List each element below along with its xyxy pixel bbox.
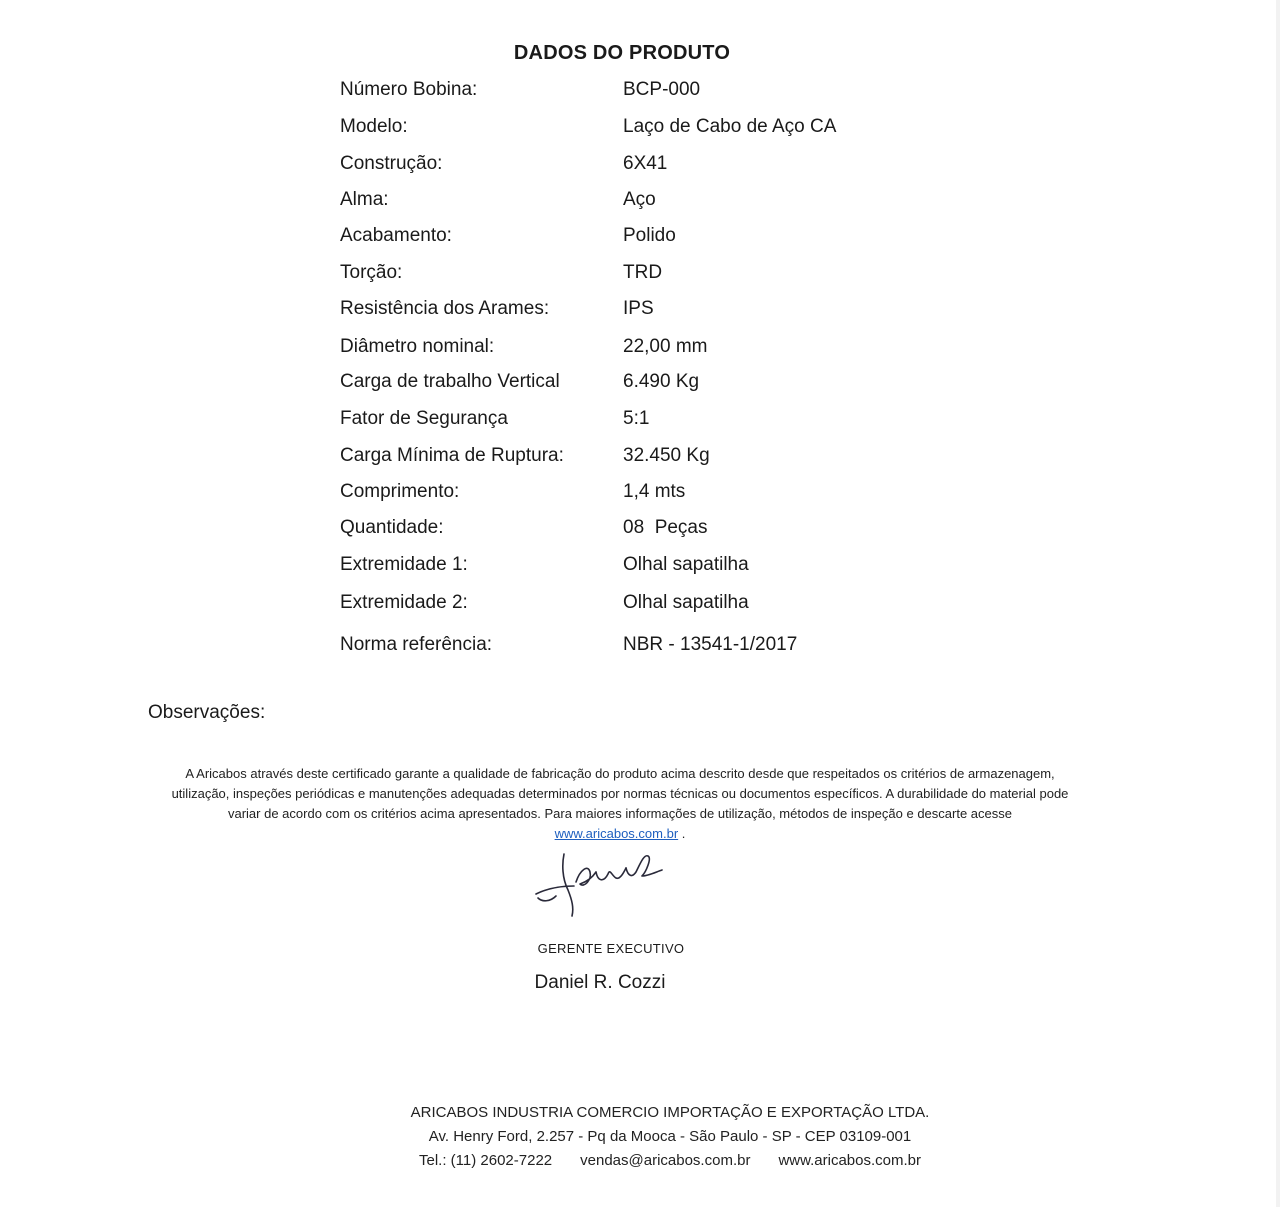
disclaimer-link-line: [140, 824, 1100, 844]
spec-label: Carga de trabalho Vertical: [340, 371, 560, 392]
page-edge: [1276, 0, 1280, 1207]
disclaimer-line: variar de acordo com os critérios acima apresentados. Para maiores informações de utilização, métodos de inspeção e descarte acesse: [227, 806, 1012, 821]
spec-label: Torção:: [340, 262, 403, 283]
spec-label: Diâmetro nominal:: [340, 336, 495, 357]
spec-value: 6.490 Kg: [623, 371, 700, 392]
spec-label: Número Bobina:: [340, 79, 478, 100]
spec-row-comprimento: [340, 474, 940, 510]
spec-row-quantidade: [340, 510, 940, 546]
spec-label: Resistência dos Arames:: [340, 298, 550, 319]
spec-row-resistencia-arames: [340, 291, 940, 327]
spec-label: Quantidade:: [340, 517, 444, 538]
spec-row-carga-trabalho: [340, 364, 940, 400]
spec-label: Acabamento:: [340, 225, 452, 246]
spec-label: Extremidade 2:: [340, 592, 468, 613]
spec-value: Polido: [623, 225, 676, 246]
spec-value: 08 Peças: [623, 517, 708, 538]
footer-email[interactable]: vendas@aricabos.com.br: [580, 1152, 751, 1169]
page-title: DADOS DO PRODUTO: [513, 42, 731, 64]
spec-label: Carga Mínima de Ruptura:: [340, 445, 564, 466]
spec-value: NBR - 13541-1/2017: [623, 634, 798, 655]
spec-row-extremidade-2: [340, 585, 940, 621]
spec-value: IPS: [623, 298, 654, 319]
spec-value: Olhal sapatilha: [623, 592, 749, 613]
spec-row-acabamento: [340, 218, 940, 254]
spec-row-numero-bobina: [340, 72, 940, 108]
spec-value: Laço de Cabo de Aço CA: [623, 116, 837, 137]
spec-value: Olhal sapatilha: [623, 554, 749, 575]
spec-row-diametro-nominal: [340, 329, 940, 365]
spec-row-alma: [340, 182, 940, 218]
spec-value: 5:1: [623, 408, 650, 429]
spec-label: Extremidade 1:: [340, 554, 468, 575]
spec-label: Norma referência:: [340, 634, 493, 655]
disclaimer-line: utilização, inspeções periódicas e manutenções adequadas determinados por normas técnicas ou documentos específicos. A durabilidade do material pode: [171, 786, 1069, 801]
footer-address: Av. Henry Ford, 2.257 - Pq da Mooca - São Paulo - SP - CEP 03109-001: [428, 1128, 912, 1145]
spec-value: 6X41: [623, 153, 668, 174]
spec-value: 22,00 mm: [623, 336, 708, 357]
disclaimer-text: [140, 764, 1100, 844]
spec-row-fator-seguranca: [340, 401, 940, 437]
spec-label: Modelo:: [340, 116, 408, 137]
footer-company: ARICABOS INDUSTRIA COMERCIO IMPORTAÇÃO E EXPORTAÇÃO LTDA.: [410, 1104, 930, 1121]
spec-value: Aço: [623, 189, 656, 210]
observations-label: Observações:: [148, 702, 266, 723]
website-link[interactable]: www.aricabos.com.br: [554, 826, 679, 841]
spec-label: Fator de Segurança: [340, 408, 508, 429]
signatory-role: GERENTE EXECUTIVO: [537, 941, 685, 956]
company-footer: [0, 1101, 1280, 1173]
spec-label: Construção:: [340, 153, 443, 174]
spec-label: Alma:: [340, 189, 389, 210]
spec-row-modelo: [340, 109, 940, 145]
spec-value: TRD: [623, 262, 663, 283]
link-suffix: .: [678, 826, 686, 841]
spec-label: Comprimento:: [340, 481, 460, 502]
spec-row-extremidade-1: [340, 547, 940, 583]
footer-website[interactable]: www.aricabos.com.br: [778, 1152, 921, 1169]
footer-phone: Tel.: (11) 2602-7222: [419, 1152, 553, 1169]
spec-value: 32.450 Kg: [623, 445, 710, 466]
spec-row-torcao: [340, 255, 940, 291]
spec-value: BCP-000: [623, 79, 701, 100]
disclaimer-line: A Aricabos através deste certificado garante a qualidade de fabricação do produto acima descrito desde que respeitados os critérios de armazenagem,: [185, 766, 1055, 781]
footer-contact: [0, 1149, 1280, 1173]
spec-row-norma-referencia: [340, 627, 940, 663]
signature-image: [528, 842, 678, 922]
spec-row-construcao: [340, 146, 940, 182]
signatory-name: Daniel R. Cozzi: [534, 972, 666, 993]
spec-value: 1,4 mts: [623, 481, 686, 502]
spec-row-carga-ruptura: [340, 438, 940, 474]
